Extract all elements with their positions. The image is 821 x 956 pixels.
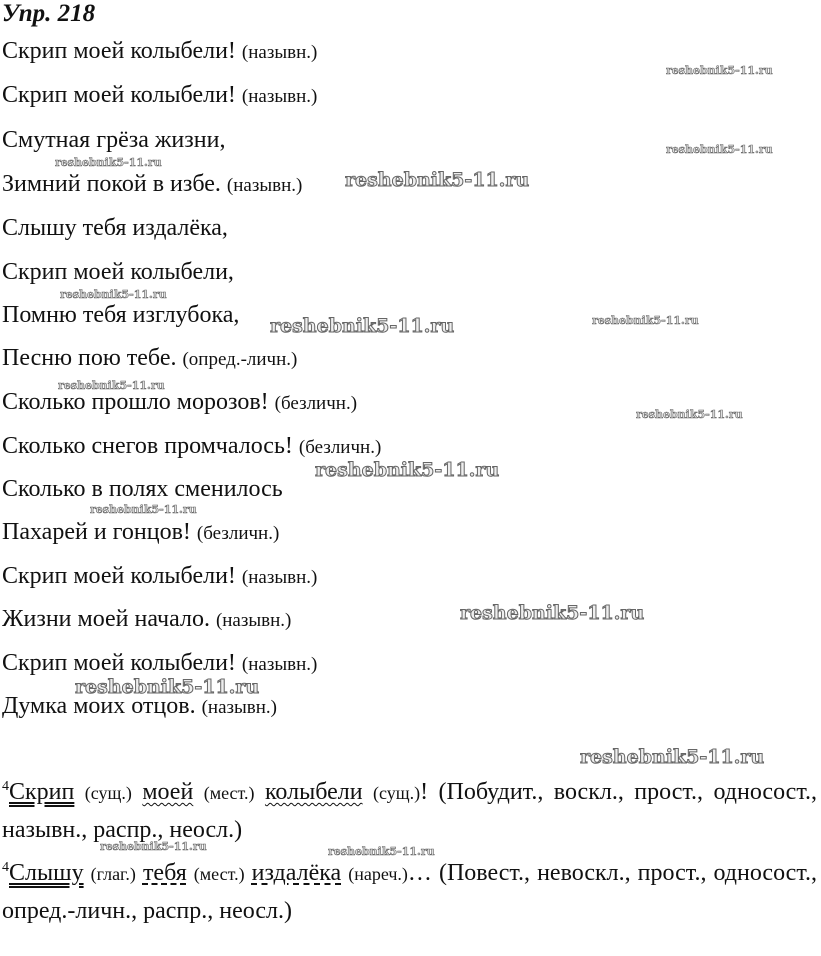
- poem-line: Скрип моей колыбели! (назывн.): [2, 563, 318, 589]
- poem-line: Жизни моей начало. (назывн.): [2, 606, 292, 632]
- watermark: reshebnik5-11.ru: [580, 746, 765, 768]
- poem-line: Скрип моей колыбели! (назывн.): [2, 650, 318, 676]
- poem-line: Сколько в полях сменилось: [2, 476, 283, 502]
- adverbial-word: издалёка: [251, 860, 342, 886]
- watermark: reshebnik5-11.ru: [666, 143, 773, 156]
- watermark: reshebnik5-11.ru: [270, 315, 455, 337]
- watermark: reshebnik5-11.ru: [592, 314, 699, 327]
- poem-line: Сколько снегов промчалось! (безличн.): [2, 433, 382, 459]
- poem-line: Песню пою тебе. (опред.-личн.): [2, 345, 298, 371]
- watermark: reshebnik5-11.ru: [60, 288, 167, 301]
- poem-line: Скрип моей колыбели! (назывн.): [2, 38, 318, 64]
- footnote-mark: 4: [2, 779, 9, 794]
- poem-line: Думка моих отцов. (назывн.): [2, 693, 277, 719]
- watermark: reshebnik5-11.ru: [90, 503, 197, 516]
- watermark: reshebnik5-11.ru: [100, 840, 207, 853]
- watermark: reshebnik5-11.ru: [328, 845, 435, 858]
- watermark: reshebnik5-11.ru: [666, 64, 773, 77]
- watermark: reshebnik5-11.ru: [345, 169, 530, 191]
- watermark: reshebnik5-11.ru: [75, 676, 260, 698]
- poem-line: Скрип моей колыбели! (назывн.): [2, 82, 318, 108]
- exercise-title: Упр. 218: [2, 0, 96, 27]
- analysis-paragraph: $^4$Скрип (сущ.) моей (мест.) колыбели (сущ.)! (Побудит., воскл., прост., односост., назывн., распр., неосл.): [2, 779, 818, 843]
- poem-line: Зимний покой в избе. (назывн.): [2, 171, 303, 197]
- watermark: reshebnik5-11.ru: [636, 408, 743, 421]
- poem-line: Смутная грёза жизни,: [2, 127, 226, 153]
- poem-line: Слышу тебя издалёка,: [2, 215, 228, 241]
- footnote-mark: 4: [2, 860, 9, 875]
- subject-word: Скрип: [9, 779, 75, 805]
- watermark: reshebnik5-11.ru: [58, 379, 165, 392]
- predicate-word: Слышу: [9, 860, 84, 886]
- watermark: reshebnik5-11.ru: [460, 602, 645, 624]
- watermark: reshebnik5-11.ru: [315, 459, 500, 481]
- object-word: тебя: [142, 860, 187, 886]
- attribute-word: колыбели: [264, 779, 363, 805]
- watermark: reshebnik5-11.ru: [55, 156, 162, 169]
- attribute-word: моей: [142, 779, 194, 805]
- poem-line: Сколько прошло морозов! (безличн.): [2, 389, 358, 415]
- poem-line: Пахарей и гонцов! (безличн.): [2, 519, 280, 545]
- poem-line: Помню тебя изглубока,: [2, 302, 240, 328]
- analysis-paragraph: $^4$Слышу (глаг.) тебя (мест.) издалёка (нареч.)… (Повест., невоскл., прост., односост., опред.-личн., распр., неосл.): [2, 860, 818, 924]
- poem-line: Скрип моей колыбели,: [2, 259, 234, 285]
